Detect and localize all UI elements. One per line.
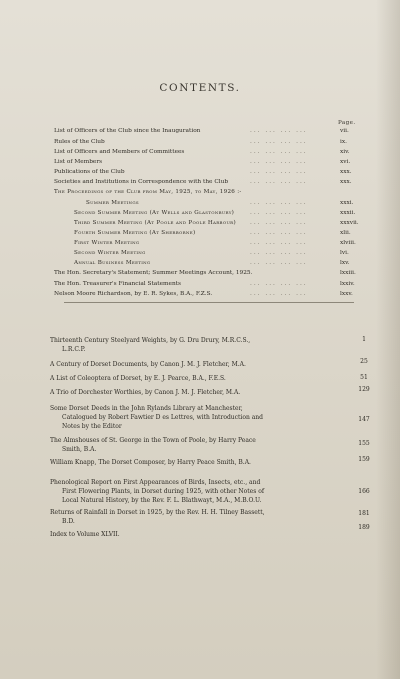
leader-dots: ... ... ... ... (250, 250, 308, 256)
article-title-line: First Flowering Plants, in Dorset during 1925, with other Notes of (62, 488, 265, 495)
article-title-line: A Trio of Dorchester Worthies, by Canon J. M. J. Fletcher, M.A. (50, 389, 241, 396)
toc-entry-page: lxxiv. (340, 281, 355, 287)
toc-entry (0, 238, 400, 248)
article-title-line: A List of Coleoptera of Dorset, by E. J. Pearce, B.A., F.E.S. (50, 375, 226, 382)
toc-entry-page: lvi. (340, 250, 349, 256)
toc-entry-page: xxx. (340, 179, 352, 185)
toc-entry-page: xxxvii. (340, 220, 359, 226)
article-title-line: Catalogued by Robert Fawtier D es Lettres, with Introduction and (62, 414, 264, 421)
article-entry (50, 478, 350, 505)
article-entry (50, 388, 350, 397)
toc-entry (0, 279, 400, 289)
article-title-line: Phenological Report on First Appearances of Birds, Insects, etc., and (50, 479, 261, 486)
toc-entry-page: lxxiii. (340, 270, 356, 276)
toc-entry-label: Summer Meetings (86, 200, 139, 206)
toc-entry-label: List of Officers and Members of Committees (54, 149, 185, 155)
leader-dots: ... ... ... ... (250, 230, 308, 236)
article-page-number: 129 (358, 386, 370, 393)
leader-dots: ... ... ... ... (250, 291, 308, 297)
article-title-line: Returns of Rainfall in Dorset in 1925, by the Rev. H. H. Tilney Bassett, (50, 509, 265, 516)
toc-entry (0, 198, 400, 208)
toc-entry-label: First Winter Meeting (74, 240, 140, 246)
article-title-line: William Knapp, The Dorset Composer, by Harry Peace Smith, B.A. (50, 459, 251, 466)
leader-dots: ... ... ... ... (250, 169, 308, 175)
article-title-line: A Century of Dorset Documents, by Canon J. M. J. Fletcher, M.A. (50, 361, 246, 368)
leader-dots: ... ... ... ... (250, 240, 308, 246)
toc-entry-page: xlii. (340, 230, 351, 236)
toc-entry-label: Fourth Summer Meeting (At Sherborne) (74, 230, 196, 236)
toc-entry (0, 228, 400, 238)
toc-entry-label: List of Members (54, 159, 103, 165)
leader-dots: ... ... ... ... (250, 139, 308, 145)
article-title-line: Smith, B.A. (62, 446, 97, 453)
article-page-number: 25 (360, 358, 368, 365)
article-entry (50, 530, 350, 539)
toc-entry-page: xiv. (340, 149, 350, 155)
article-page-number: 51 (360, 374, 368, 381)
page-edge-shadow (376, 0, 400, 679)
toc-entry (0, 137, 400, 147)
toc-entry-label: Second Summer Meeting (At Wells and Glastonbury) (74, 210, 235, 216)
toc-entry-label: Publications of the Club (54, 169, 125, 175)
article-page-number: 155 (358, 440, 370, 447)
leader-dots: ... ... ... ... (250, 281, 308, 287)
leader-dots: ... ... ... ... (250, 159, 308, 165)
article-page-number: 166 (358, 488, 370, 495)
toc-entry-label: Rules of the Club (54, 139, 105, 145)
leader-dots: ... ... ... ... (250, 260, 308, 266)
article-entry (50, 404, 350, 431)
page-title: CONTENTS. (159, 82, 241, 94)
article-page-number: 181 (358, 510, 370, 517)
toc-entry (0, 157, 400, 167)
article-entry (50, 374, 350, 383)
leader-dots: ... ... ... ... (250, 179, 308, 185)
toc-entry (0, 187, 400, 197)
toc-entry-label: List of Officers of the Club since the Inauguration (54, 128, 201, 134)
article-page-number: 189 (358, 524, 370, 531)
article-title-line: Thirteenth Century Steelyard Weights, by G. Dru Drury, M.R.C.S., (50, 337, 251, 344)
article-title-line: L.R.C.P. (62, 346, 86, 353)
toc-entry (0, 177, 400, 187)
toc-entry (0, 248, 400, 258)
toc-entry (0, 126, 400, 136)
article-page-number: 159 (358, 456, 370, 463)
toc-entry-label: The Proceedings of the Club from May, 1925, to May, 1926 :- (54, 189, 242, 195)
toc-entry (0, 268, 400, 278)
article-title-line: The Almshouses of St. George in the Town of Poole, by Harry Peace (50, 437, 256, 444)
article-title-line: Notes by the Editor (62, 423, 122, 430)
leader-dots: ... ... ... ... (250, 149, 308, 155)
toc-entry-page: lxv. (340, 260, 350, 266)
toc-entry-label: Nelson Moore Richardson, by E. R. Sykes, B.A., F.Z.S. (54, 291, 213, 297)
article-entry (50, 436, 350, 454)
toc-entry-label: Annual Business Meeting (74, 260, 151, 266)
article-title-line: B.D. (62, 518, 75, 525)
leader-dots: ... ... ... ... (250, 128, 308, 134)
leader-dots: ... ... ... ... (250, 200, 308, 206)
section-divider (64, 302, 354, 303)
toc-entry (0, 218, 400, 228)
toc-entry (0, 289, 400, 299)
article-entry (50, 360, 350, 369)
toc-entry (0, 147, 400, 157)
toc-entry (0, 258, 400, 268)
toc-entry-page: ix. (340, 139, 347, 145)
toc-entry-label: Societies and Institutions in Correspondence with the Club (54, 179, 229, 185)
toc-entry-label: Third Summer Meeting (At Poole and Poole Harbour) (74, 220, 236, 226)
page-column-header: Page. (338, 120, 356, 126)
toc-entry-page: xxx. (340, 169, 352, 175)
article-entry (50, 336, 350, 354)
toc-entry-page: xvi. (340, 159, 351, 165)
article-page-number: 1 (362, 336, 366, 343)
toc-entry-page: xlviii. (340, 240, 356, 246)
toc-entry-label: Second Winter Meeting (74, 250, 146, 256)
toc-entry-label: The Hon. Treasurer's Financial Statements (54, 281, 181, 287)
article-entry (50, 458, 350, 467)
toc-entry-label: The Hon. Secretary's Statement; Summer Meetings Account, 1925. (54, 270, 253, 276)
leader-dots: ... ... ... ... (250, 220, 308, 226)
toc-entry (0, 167, 400, 177)
article-title-line: Some Dorset Deeds in the John Rylands Library at Manchester, (50, 405, 243, 412)
article-title-line: Local Natural History, by the Rev. F. L. Blathwayt, M.A., M.B.O.U. (62, 497, 262, 504)
article-entry (50, 508, 350, 526)
article-title-line: Index to Volume XLVII. (50, 531, 120, 538)
toc-entry-page: lxxv. (340, 291, 353, 297)
toc-entry (0, 208, 400, 218)
leader-dots: ... ... ... ... (250, 210, 308, 216)
toc-entry-page: xxxi. (340, 200, 354, 206)
article-page-number: 147 (358, 416, 370, 423)
toc-entry-page: vii. (340, 128, 349, 134)
toc-entry-page: xxxii. (340, 210, 356, 216)
